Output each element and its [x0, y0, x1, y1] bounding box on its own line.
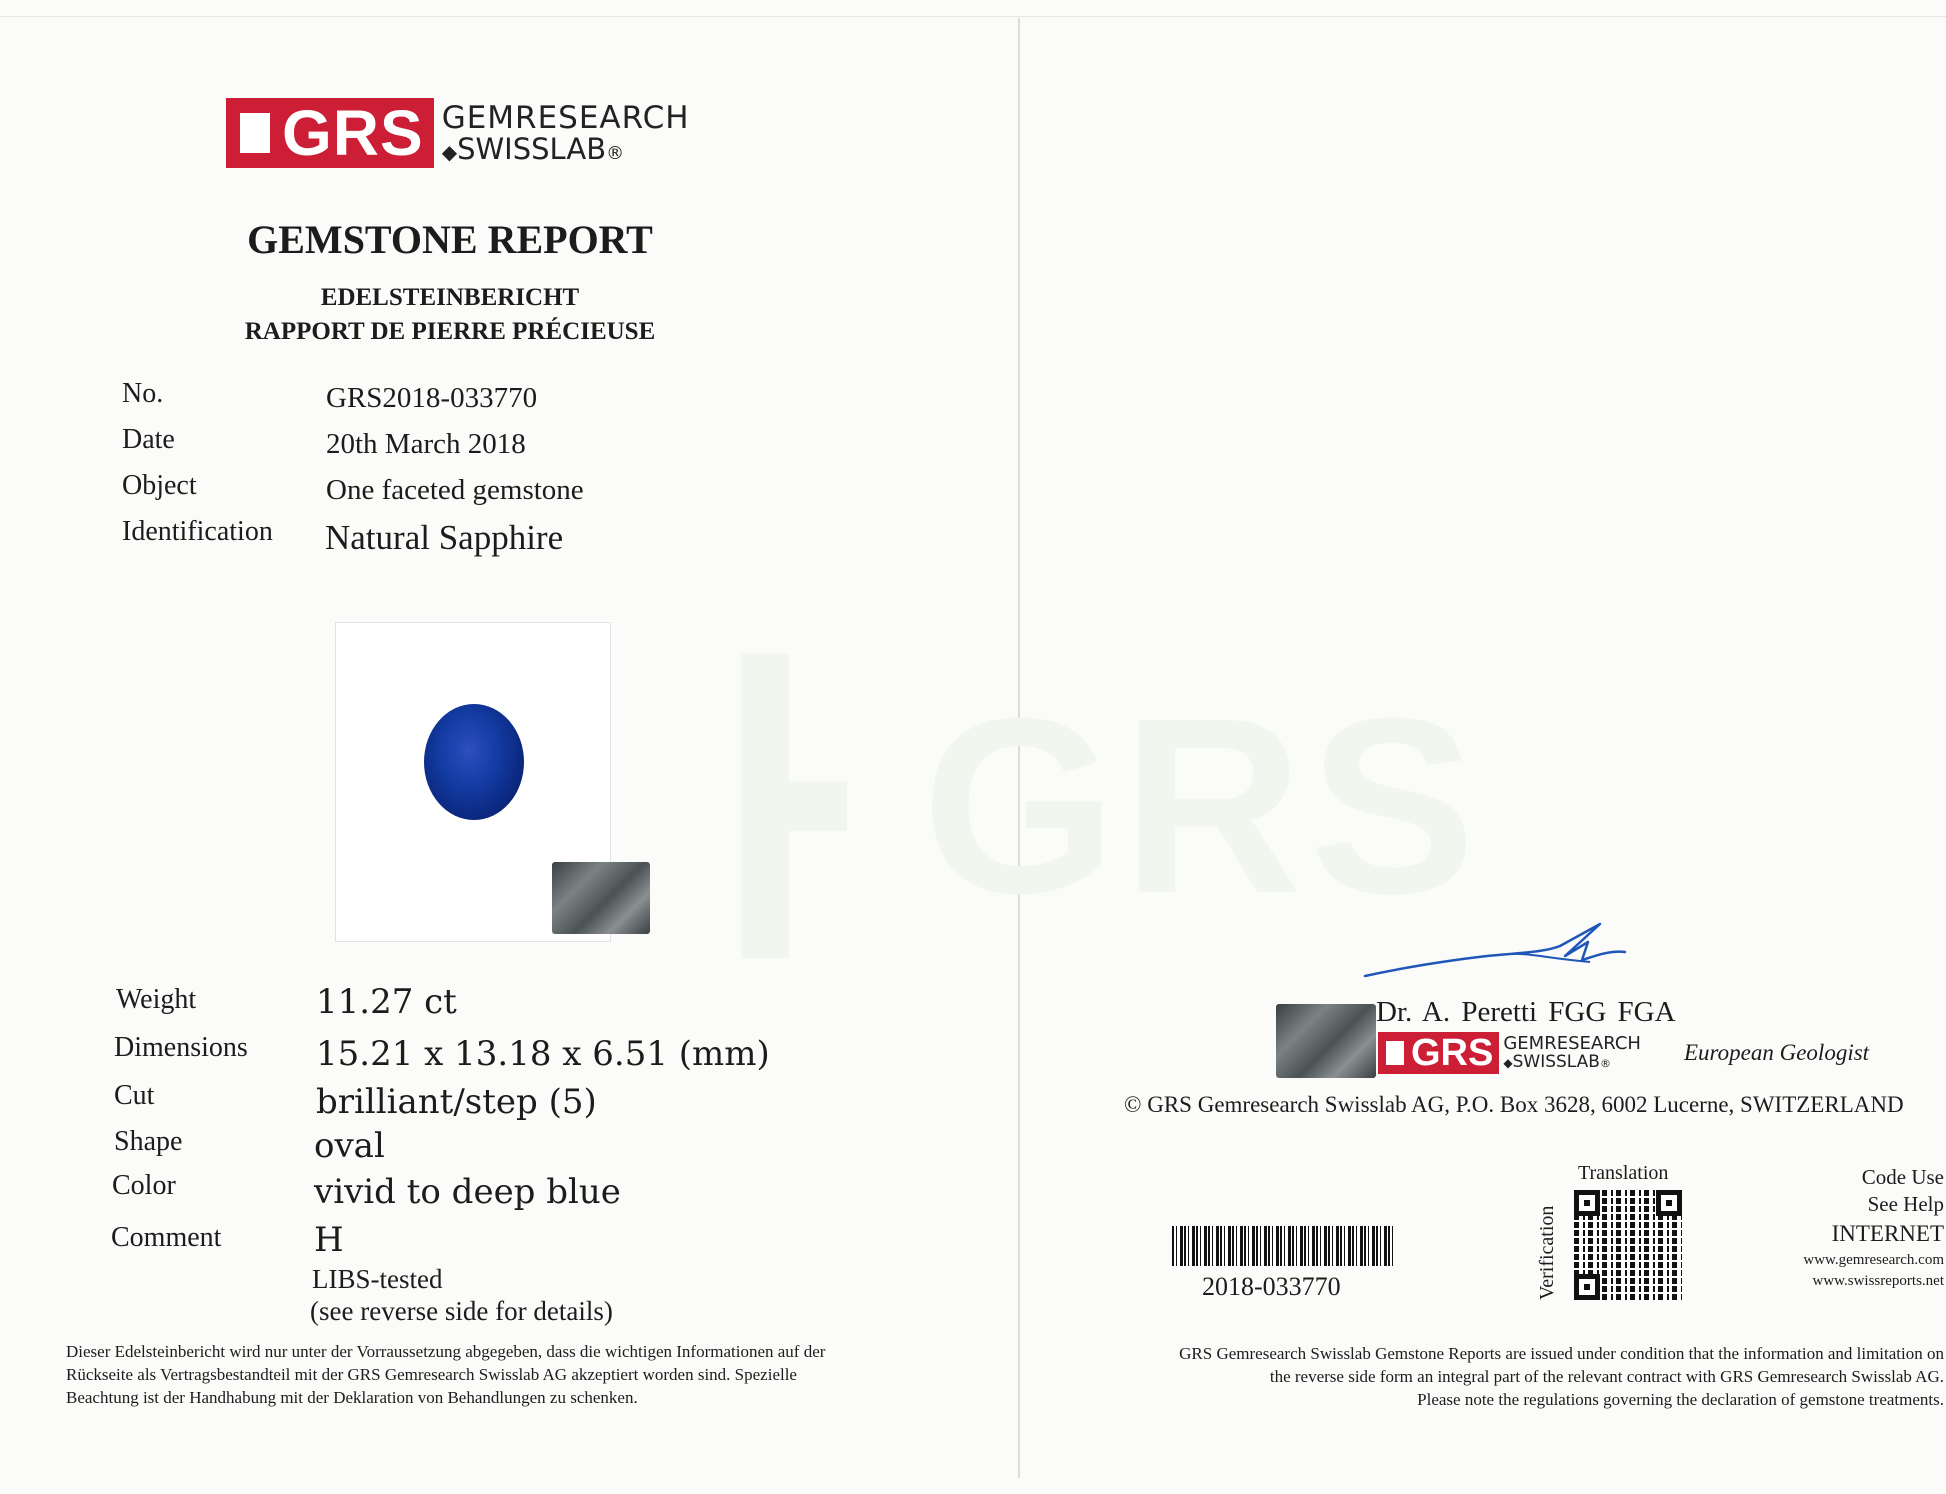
company-address: © GRS Gemresearch Swisslab AG, P.O. Box 3628, 6002 Lucerne, SWITZERLAND	[1124, 1092, 1904, 1117]
qr-code[interactable]	[1574, 1190, 1682, 1300]
grs-logo-header	[226, 98, 690, 168]
report-title: GEMSTONE REPORT	[247, 217, 653, 262]
comment-reverse-note: (see reverse side for details)	[310, 1296, 613, 1326]
color-label: Color	[112, 1170, 176, 1201]
date-value: 20th March 2018	[326, 428, 526, 460]
disclaimer-de	[66, 1340, 946, 1409]
grs-logo-text-footer: GRS	[1411, 1031, 1494, 1074]
grs-logo-text: GRS	[282, 97, 424, 169]
comment-libs: LIBS-tested	[312, 1264, 443, 1294]
help-block	[1803, 1164, 1944, 1292]
disclaimer-en-line: Please note the regulations governing the declaration of gemstone treatments.	[1417, 1390, 1944, 1409]
dimensions-value: 15.21 x 13.18 x 6.51 (mm)	[316, 1034, 770, 1074]
weight-label: Weight	[116, 984, 197, 1015]
barcode	[1172, 1226, 1394, 1266]
internet-text: INTERNET	[1831, 1221, 1944, 1246]
code-use-text: Code Use	[1861, 1165, 1944, 1189]
weight-value: 11.27 ct	[316, 982, 457, 1022]
diamond-icon: ◆	[441, 140, 458, 165]
dimensions-label: Dimensions	[114, 1032, 248, 1063]
color-value: vivid to deep blue	[314, 1172, 621, 1212]
disclaimer-de-line: Dieser Edelsteinbericht wird nur unter der Vorraussetzung abgegeben, dass die wichtigen Informationen auf der	[66, 1342, 826, 1361]
hologram-seal	[552, 862, 650, 934]
cut-value: brilliant/step (5)	[316, 1082, 597, 1122]
brand-line-swisslab-footer: SWISSLAB	[1512, 1051, 1600, 1072]
qr-translation-label: Translation	[1578, 1162, 1669, 1184]
swiss-cross-icon	[1386, 1041, 1404, 1065]
disclaimer-en-line: the reverse side form an integral part of the relevant contract with GRS Gemresearch Swisslab AG.	[1269, 1367, 1944, 1386]
url-gemresearch[interactable]: www.gemresearch.com	[1803, 1252, 1944, 1268]
comment-label: Comment	[111, 1222, 222, 1253]
barcode-number: 2018-033770	[1202, 1272, 1341, 1301]
registered-mark: ®	[606, 143, 625, 165]
no-label: No.	[122, 378, 164, 409]
swiss-cross-icon	[240, 113, 270, 153]
shape-value: oval	[314, 1126, 385, 1166]
shape-label: Shape	[114, 1126, 183, 1157]
disclaimer-de-line: Beachtung ist der Handhabung mit der Deklaration von Behandlungen zu schenken.	[66, 1388, 638, 1407]
see-help-text: See Help	[1867, 1192, 1944, 1216]
qr-verification-label: Verification	[1536, 1205, 1558, 1300]
grs-logo-mark-footer	[1378, 1032, 1499, 1074]
url-swissreports[interactable]: www.swissreports.net	[1812, 1273, 1944, 1289]
report-subtitle-de: EDELSTEINBERICHT	[320, 284, 580, 311]
diamond-icon: ◆	[1503, 1055, 1513, 1070]
grs-logo-mark	[226, 98, 434, 168]
date-label: Date	[122, 424, 175, 455]
no-value: GRS2018-033770	[326, 382, 538, 414]
comment-value: H	[314, 1220, 344, 1260]
hologram-seal-signature	[1276, 1004, 1376, 1078]
cut-label: Cut	[114, 1080, 155, 1111]
grs-logo-footer	[1378, 1032, 1641, 1074]
brand-line-swisslab: SWISSLAB	[457, 132, 607, 167]
signature	[1360, 916, 1630, 986]
qr-corner	[1574, 1274, 1600, 1300]
registered-mark: ®	[1599, 1056, 1611, 1070]
brand-line-gemresearch: GEMRESEARCH	[441, 99, 690, 136]
qr-corner	[1574, 1190, 1600, 1216]
top-border-line	[0, 16, 1946, 17]
qr-corner	[1656, 1190, 1682, 1216]
sapphire-image	[424, 704, 524, 820]
disclaimer-de-line: Rückseite als Vertragsbestandteil mit der GRS Gemresearch Swisslab AG akzeptiert worden sind. Spezielle	[66, 1365, 797, 1384]
grs-watermark: ┣ GRS	[690, 666, 1482, 945]
brand-line-gemresearch-footer: GEMRESEARCH	[1503, 1032, 1641, 1054]
disclaimer-en-line: GRS Gemresearch Swisslab Gemstone Reports are issued under condition that the information and limitation on	[1179, 1344, 1944, 1363]
signatory-role: European Geologist	[1684, 1040, 1870, 1065]
identification-label: Identification	[122, 516, 273, 547]
identification-value: Natural Sapphire	[325, 518, 564, 557]
object-label: Object	[122, 470, 197, 501]
signatory-name: Dr. A. Peretti FGG FGA	[1376, 996, 1676, 1028]
object-value: One faceted gemstone	[326, 474, 584, 506]
disclaimer-en	[1084, 1342, 1944, 1411]
report-subtitle-fr: RAPPORT DE PIERRE PRÉCIEUSE	[244, 318, 656, 345]
